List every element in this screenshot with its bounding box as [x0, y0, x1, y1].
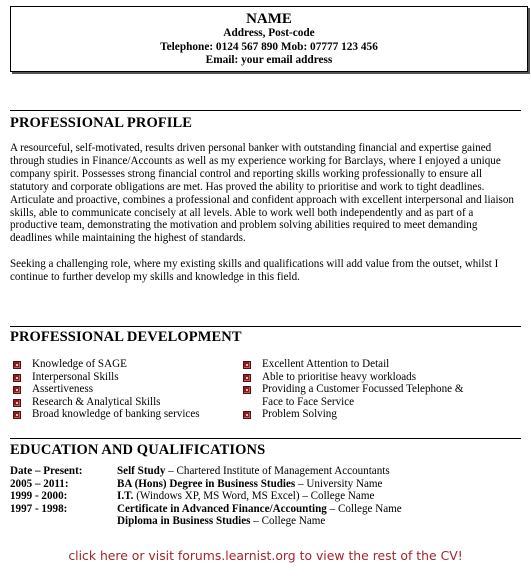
- education-heading: EDUCATION AND QUALIFICATIONS: [10, 442, 266, 458]
- square-bullet-icon: [13, 399, 21, 407]
- qualification-name: I.T.: [117, 490, 134, 502]
- education-divider: [10, 438, 521, 439]
- email-line: Email: your email address: [205, 54, 333, 67]
- institution: – College Name: [250, 515, 326, 527]
- square-bullet-icon: [13, 386, 21, 394]
- education-date: Date – Present:: [10, 465, 83, 477]
- profile-paragraph-2: Seeking a challenging role, where my existing skills and qualifications will add value from the outset, whilst I continue to further develop my skills and knowledge in this field.: [10, 258, 499, 284]
- list-item: Problem Solving: [243, 408, 483, 421]
- institution: – University Name: [295, 477, 383, 490]
- profile-paragraph-1: A resourceful, self-motivated, results driven personal banker with outstanding financial and expertise gained through studies in Finance/Accounts as well as my experience working for Barclays, where I enjoyed a unique company spirit. Possesses strong financial control and reporting skills working professionally to ensure all statutory and corporate obligations are met. Has proved the ability to prioritise and work to tight deadlines. Articulate and proactive, combines a professional and confident approach with excellent interpersonal and liaison skills, able to communicate concisely at all levels. Able to work well both independently and as part of a productive team, demonstrating the motivation and problem solving abilities required to meet demanding deadlines while maintaining the highest of standards.: [10, 142, 514, 245]
- list-item: Knowledge of SAGE: [13, 358, 228, 371]
- institution: (Windows XP, MS Word, MS Excel) – College Name: [133, 490, 375, 502]
- list-item: Interpersonal Skills: [13, 371, 228, 384]
- education-date: 1999 - 2000:: [10, 490, 68, 502]
- address-line: Address, Post-code: [223, 27, 315, 39]
- square-bullet-icon: [243, 386, 251, 394]
- development-heading: PROFESSIONAL DEVELOPMENT: [10, 329, 242, 345]
- square-bullet-icon: [243, 411, 251, 419]
- square-bullet-icon: [243, 374, 251, 382]
- skills-list-left: [13, 358, 228, 421]
- profile-heading: PROFESSIONAL PROFILE: [10, 115, 193, 131]
- square-bullet-icon: [13, 361, 21, 369]
- table-row: [10, 515, 402, 528]
- profile-divider: [10, 110, 521, 111]
- list-item: Research & Analytical Skills: [13, 396, 228, 409]
- square-bullet-icon: [13, 374, 21, 382]
- institution: – Chartered Institute of Management Accountants: [165, 465, 390, 477]
- qualification-name: Self Study: [117, 465, 166, 477]
- table-row: [10, 465, 402, 478]
- table-row: [10, 503, 402, 516]
- institution: – College Name: [326, 502, 402, 515]
- development-divider: [10, 326, 521, 327]
- telephone-line: Telephone: 0124 567 890 Mob: 07777 123 456: [160, 40, 378, 53]
- view-full-cv-link[interactable]: click here or visit forums.learnist.org to view the rest of the CV!: [68, 548, 463, 563]
- square-bullet-icon: [243, 361, 251, 369]
- qualification-name: Diploma in Business Studies: [117, 515, 251, 527]
- list-item: Broad knowledge of banking services: [13, 408, 228, 421]
- list-item: Assertiveness: [13, 383, 228, 396]
- square-bullet-icon: [13, 411, 21, 419]
- candidate-name: NAME: [246, 11, 292, 27]
- table-row: [10, 490, 402, 503]
- table-row: [10, 478, 402, 491]
- qualification-name: BA (Hons) Degree in Business Studies: [117, 477, 296, 490]
- education-date: 2005 – 2011:: [10, 477, 69, 490]
- list-item: Able to prioritise heavy workloads: [243, 371, 483, 384]
- qualification-name: Certificate in Advanced Finance/Accounting: [117, 502, 327, 515]
- education-table: [10, 465, 402, 528]
- education-date: [10, 515, 117, 528]
- list-item: Providing a Customer Focussed Telephone & Face to Face Service: [243, 383, 483, 408]
- cv-header: [10, 6, 528, 72]
- education-date: 1997 - 1998:: [10, 502, 68, 515]
- profile-text: [10, 142, 522, 297]
- list-item: Excellent Attention to Detail: [243, 358, 483, 371]
- skills-list-right: [243, 358, 483, 421]
